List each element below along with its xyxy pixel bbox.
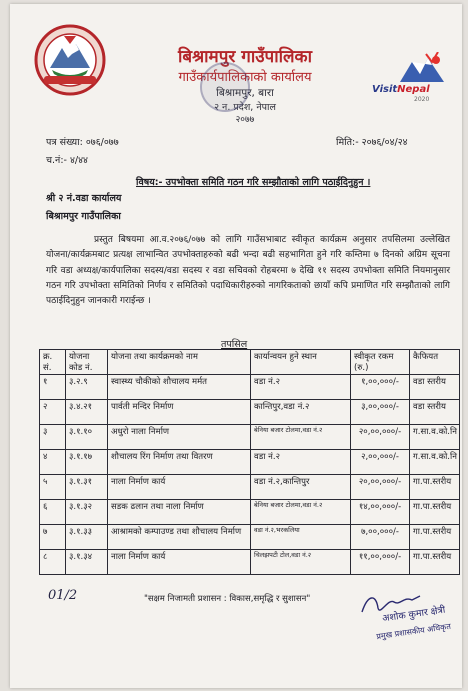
letter-body: प्रस्तुत बिषयमा आ.व.२०७६/०७७ को लागि गाउँसभाबाट स्वीकृत कार्यक्रम अनुसार तपसिलमा उल्लेखित योजना/कार्यक्रमबाट प्रत्यक्ष लाभान्वित उपभोक्ताहरुको बढी भन्दा बढी सहभागिता हुने गरि कम्तिमा ७ दिनको अग्रिम सूचना गरि वडा अध्यक्ष/कार्यपालिका सदस्य/वडा सदस्य र वडा सचिवको रोहबरमा ७ देखि ११ सदस्य उपभोक्ता समिति नियमानुसार गठन गरि उपभोक्ता समितिको निर्णय र समितिको पदाधिकारीहरुको नागरिकताको छायाँ कपि प्रमाणित गरि सम्झौताको लागि पठाईदिनुहुन जानकारी गराईन्छ । [46, 235, 450, 307]
cell-amount: २,००,०००/- [351, 450, 410, 475]
letter-number: पत्र संख्या: ०७६/०७७ [46, 137, 119, 148]
cell-code: ३.१.१० [66, 425, 108, 450]
cell-sn: ७ [40, 525, 66, 550]
cell-location: कान्तिपुर,वडा नं.२ [251, 400, 351, 425]
cell-code: ३.१.३१ [66, 475, 108, 500]
cell-name: पार्वती मन्दिर निर्माण [108, 400, 251, 425]
addressee-municipality: बिश्रामपुर गाउँपालिका [46, 211, 121, 222]
header-year: २०७७ [235, 115, 255, 125]
cell-amount: २०,००,०००/- [351, 425, 410, 450]
cell-name: आश्रामको कम्पाउण्ड तथा शौचालय निर्माण [108, 525, 251, 550]
table-row [40, 375, 460, 400]
col-header-amount: स्वीकृत रकम (रु.) [351, 350, 410, 375]
table-row [40, 425, 460, 450]
cell-code: ३.२.९ [66, 375, 108, 400]
table-row [40, 475, 460, 500]
cell-code: ३.१.१७ [66, 450, 108, 475]
cell-sn: ५ [40, 475, 66, 500]
handwritten-initials: 01/2 [48, 588, 78, 603]
projects-table [39, 349, 460, 575]
table-row [40, 400, 460, 425]
table-row [40, 500, 460, 525]
cell-sn: २ [40, 400, 66, 425]
office-address: बिश्रामपुर, बारा [216, 87, 274, 99]
footer-slogan: "सक्षम निजामती प्रशासन : विकास,समृद्धि र सुशासन" [144, 594, 311, 604]
table-row [40, 450, 460, 475]
cell-name: स्वास्थ्य चौकीको शौचालय मर्मत [108, 375, 251, 400]
cell-sn: ६ [40, 500, 66, 525]
cell-amount: ७,००,०००/- [351, 525, 410, 550]
cell-name: नाला निर्माण कार्य [108, 475, 251, 500]
cell-code: ३.१.३२ [66, 500, 108, 525]
signatory-name: अशोक कुमार क्षेत्री [381, 604, 446, 625]
table-caption: तपसिल [221, 339, 248, 350]
cell-code: ३.४.२१ [66, 400, 108, 425]
visit-nepal-text: VisitNepal [372, 84, 430, 95]
subject-line: विषय:- उपभोक्ता समिति गठन गरि सम्झौताको लागि पठाईदिनुहुन । [136, 177, 371, 188]
cell-name: सडक ढलान तथा नाला निर्माण [108, 500, 251, 525]
cell-remarks: गा.पा.स्तरीय [410, 475, 460, 500]
cell-name: नाला निर्माण कार्य [108, 550, 251, 575]
col-header-name: योजना तथा कार्यक्रमको नाम [108, 350, 251, 375]
visit-nepal-year: 2020 [414, 96, 430, 103]
cell-remarks: गा.पा.स्तरीय [410, 500, 460, 525]
cell-amount: ११,००,०००/- [351, 550, 410, 575]
office-stamp-icon [200, 62, 250, 112]
cell-name: अधुरो नाला निर्माण [108, 425, 251, 450]
table-header-row [40, 350, 460, 375]
municipality-title: बिश्रामपुर गाउँपालिका [178, 47, 312, 67]
cell-location: वडा नं.२ [251, 450, 351, 475]
cell-remarks: वडा स्तरीय [410, 400, 460, 425]
cell-sn: १ [40, 375, 66, 400]
cell-amount: ३,००,०००/- [351, 400, 410, 425]
letter-date: मिति:- २०७६/०४/२४ [336, 137, 408, 148]
signatory-designation: प्रमुख प्रशासकीय अधिकृत [375, 621, 452, 642]
dispatch-number: च.नं:- ४/४४ [46, 155, 88, 166]
nepal-emblem-icon [34, 24, 106, 96]
cell-remarks: ग.सा.व.को.नि [410, 425, 460, 450]
province: २ न. प्रदेश, नेपाल [214, 102, 276, 113]
cell-sn: ४ [40, 450, 66, 475]
cell-location: वडा नं.२,कान्तिपुर [251, 475, 351, 500]
cell-amount: १४,००,०००/- [351, 500, 410, 525]
cell-location: बेनिया बजार टोलमा,वडा नं.२ [251, 425, 351, 450]
cell-amount: १,००,०००/- [351, 375, 410, 400]
col-header-sn: क्र. सं. [40, 350, 66, 375]
cell-sn: ८ [40, 550, 66, 575]
col-header-location: कार्यान्वयन हुने स्थान [251, 350, 351, 375]
addressee-office: श्री २ नं.वडा कार्यालय [46, 193, 122, 204]
cell-remarks: ग.सा.व.को.नि [410, 450, 460, 475]
cell-location: वडा नं.२ [251, 375, 351, 400]
table-row [40, 550, 460, 575]
office-name: गाउँकार्यपालिकाको कार्यालय [178, 70, 312, 85]
cell-location: चिलझपटी टोल,वडा नं.२ [251, 550, 351, 575]
cell-remarks: गा.पा.स्तरीय [410, 525, 460, 550]
cell-amount: २०,००,०००/- [351, 475, 410, 500]
cell-name: शौचालय रिंग निर्माण तथा वितरण [108, 450, 251, 475]
col-header-remarks: कैफियत [410, 350, 460, 375]
col-header-code: योजना कोड नं. [66, 350, 108, 375]
cell-remarks: वडा स्तरीय [410, 375, 460, 400]
letter-page [10, 4, 462, 688]
cell-location: वडा नं.२,भरकलिया [251, 525, 351, 550]
cell-code: ३.१.३३ [66, 525, 108, 550]
cell-code: ३.१.३४ [66, 550, 108, 575]
table-row [40, 525, 460, 550]
cell-sn: ३ [40, 425, 66, 450]
cell-remarks: गा.पा.स्तरीय [410, 550, 460, 575]
cell-location: बेनिया बजार टोलमा,वडा नं.२ [251, 500, 351, 525]
